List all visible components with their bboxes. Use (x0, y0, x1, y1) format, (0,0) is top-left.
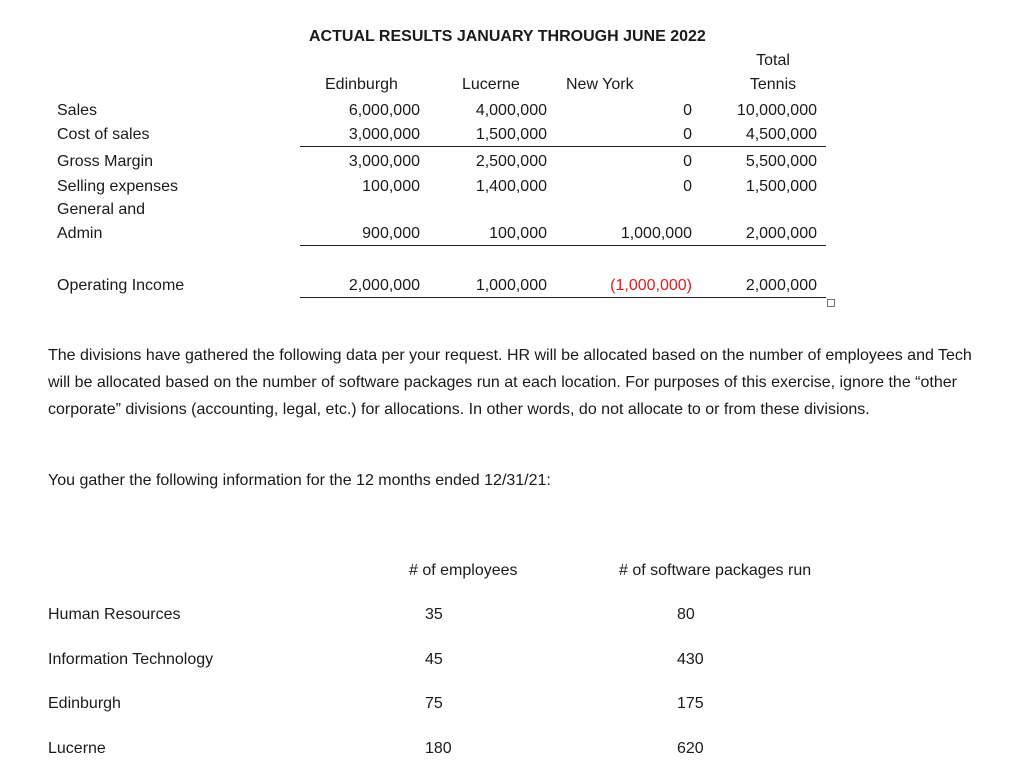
cell-gross-margin-new-york: 0 (683, 153, 692, 170)
alloc-row-employees: 75 (425, 695, 443, 712)
alloc-header-employees: # of employees (409, 562, 518, 579)
alloc-row-employees: 180 (425, 740, 452, 757)
cell-general-admin-total: 2,000,000 (745, 225, 817, 242)
cell-selling-expenses-total: 1,500,000 (745, 178, 817, 195)
cell-cost-of-sales-edinburgh: 3,000,000 (348, 126, 420, 143)
table-resize-handle[interactable] (827, 299, 835, 307)
cell-sales-total: 10,000,000 (736, 102, 817, 119)
alloc-row-label: Information Technology (48, 651, 214, 668)
alloc-header-software: # of software packages run (619, 562, 812, 579)
cell-sales-lucerne: 4,000,000 (475, 102, 547, 119)
alloc-row-label: Lucerne (48, 740, 106, 757)
row-label-operating-income: Operating Income (57, 277, 185, 294)
cell-gross-margin-edinburgh: 3,000,000 (348, 153, 420, 170)
cell-cost-of-sales-new-york: 0 (683, 126, 692, 143)
cell-gross-margin-total: 5,500,000 (745, 153, 817, 170)
alloc-row-software: 430 (677, 651, 704, 668)
cell-operating-income-lucerne: 1,000,000 (475, 277, 547, 294)
col-header-edinburgh: Edinburgh (325, 76, 398, 93)
row-label-admin: Admin (57, 225, 103, 242)
alloc-row-software: 175 (677, 695, 704, 712)
row-label-sales: Sales (57, 102, 98, 119)
alloc-row-software: 80 (677, 606, 695, 623)
instructions-paragraph: The divisions have gathered the following data per your request. HR will be allocated based on the number of employees and Tech will be allocated based on the number of software packages run at each location. For purposes of this exercise, ignore the “other corporate” divisions (accounting, legal, etc.) for allocations. In other words, do not allocate to or from these divisions. (48, 347, 972, 418)
cell-selling-expenses-edinburgh: 100,000 (362, 178, 420, 195)
cell-general-admin-new-york: 1,000,000 (620, 225, 692, 242)
row-label-general-and: General and (57, 201, 146, 218)
cell-sales-edinburgh: 6,000,000 (348, 102, 420, 119)
cell-general-admin-edinburgh: 900,000 (362, 225, 420, 242)
alloc-row-label: Human Resources (48, 606, 181, 623)
report-title: ACTUAL RESULTS JANUARY THROUGH JUNE 2022 (309, 28, 706, 45)
col-header-total-line2: Tennis (749, 76, 797, 93)
info-paragraph: You gather the following information for the 12 months ended 12/31/21: (48, 472, 551, 489)
row-label-selling-expenses: Selling expenses (57, 178, 178, 195)
alloc-row-employees: 45 (425, 651, 443, 668)
col-header-total-line1: Total (756, 52, 790, 69)
col-header-lucerne: Lucerne (462, 76, 520, 93)
row-label-gross-margin: Gross Margin (57, 153, 154, 170)
alloc-row-label: Edinburgh (48, 695, 121, 712)
col-header-new-york: New York (566, 76, 634, 93)
cell-operating-income-edinburgh: 2,000,000 (348, 277, 420, 294)
cell-gross-margin-lucerne: 2,500,000 (475, 153, 547, 170)
alloc-row-software: 620 (677, 740, 704, 757)
alloc-row-employees: 35 (425, 606, 443, 623)
row-label-cost-of-sales: Cost of sales (57, 126, 150, 143)
cell-cost-of-sales-total: 4,500,000 (745, 126, 817, 143)
cell-general-admin-lucerne: 100,000 (489, 225, 547, 242)
rule-above-gross-margin (300, 146, 826, 147)
cell-operating-income-total: 2,000,000 (745, 277, 817, 294)
rule-below-operating-income (300, 297, 826, 298)
cell-selling-expenses-lucerne: 1,400,000 (475, 178, 547, 195)
cell-selling-expenses-new-york: 0 (683, 178, 692, 195)
cell-sales-new-york: 0 (683, 102, 692, 119)
cell-cost-of-sales-lucerne: 1,500,000 (475, 126, 547, 143)
rule-below-admin (300, 245, 826, 246)
cell-operating-income-new-york: (1,000,000) (610, 277, 692, 294)
